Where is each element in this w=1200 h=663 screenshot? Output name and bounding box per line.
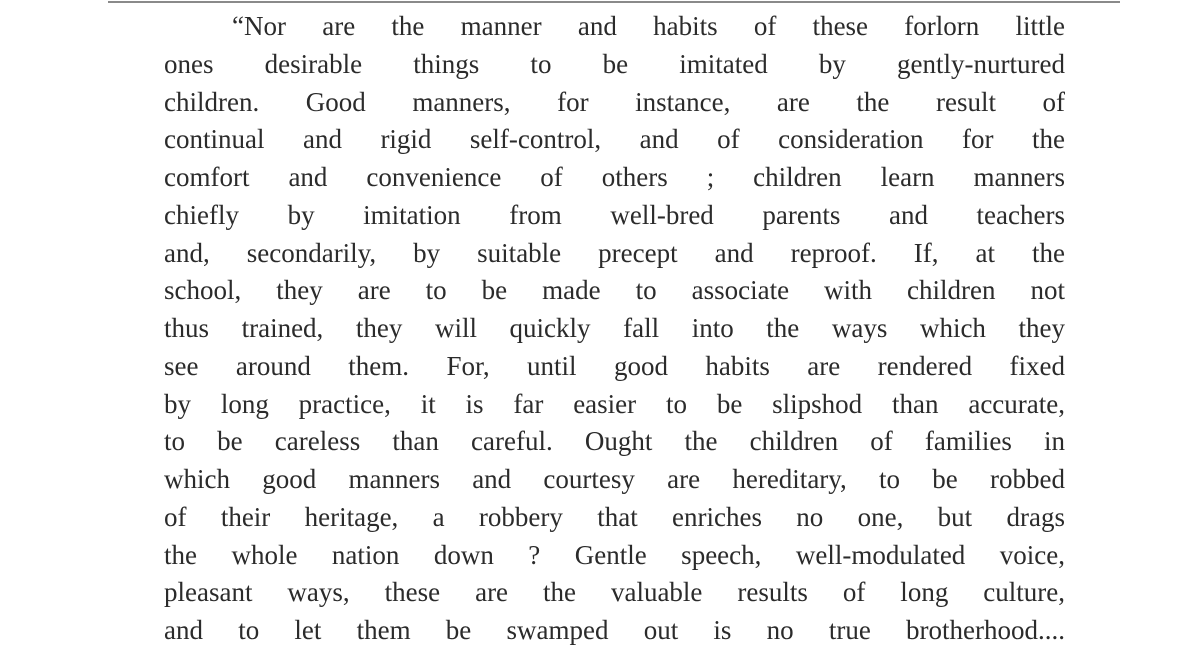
paragraph-line: by long practice, it is far easier to be slipshod than accurate, xyxy=(164,388,1065,419)
paragraph-line: thus trained, they will quickly fall into the ways which they xyxy=(164,313,1065,343)
paragraph-line: see around them. For, until good habits are rendered fixed xyxy=(164,350,1065,381)
paragraph-line: chiefly by imitation from well-bred parents and teachers xyxy=(164,199,1065,230)
paragraph-line: “Nor are the manner and habits of these forlorn little xyxy=(232,11,1065,41)
paragraph-line: children. Good manners, for instance, are the result of xyxy=(164,86,1065,117)
paragraph-line: ones desirable things to be imitated by gently-nurtured xyxy=(164,48,1065,79)
paragraph-line: comfort and convenience of others ; children learn manners xyxy=(164,162,1065,192)
paragraph-line: the whole nation down ? Gentle speech, well-modulated voice, xyxy=(164,539,1065,570)
paragraph-line: and to let them be swamped out is no true brotherhood.... xyxy=(164,615,1065,645)
paragraph-line: and, secondarily, by suitable precept and reproof. If, at the xyxy=(164,237,1065,268)
paragraph-line: of their heritage, a robbery that enriches no one, but drags xyxy=(164,501,1065,532)
paragraph-line: continual and rigid self-control, and of consideration for the xyxy=(164,124,1065,155)
quoted-paragraph xyxy=(164,8,1065,650)
paragraph-line: to be careless than careful. Ought the children of families in xyxy=(164,426,1065,457)
paragraph-line: school, they are to be made to associate with children not xyxy=(164,275,1065,306)
top-divider-rule xyxy=(108,1,1120,3)
paragraph-line: pleasant ways, these are the valuable results of long culture, xyxy=(164,577,1065,608)
paragraph-line: which good manners and courtesy are hereditary, to be robbed xyxy=(164,464,1065,494)
